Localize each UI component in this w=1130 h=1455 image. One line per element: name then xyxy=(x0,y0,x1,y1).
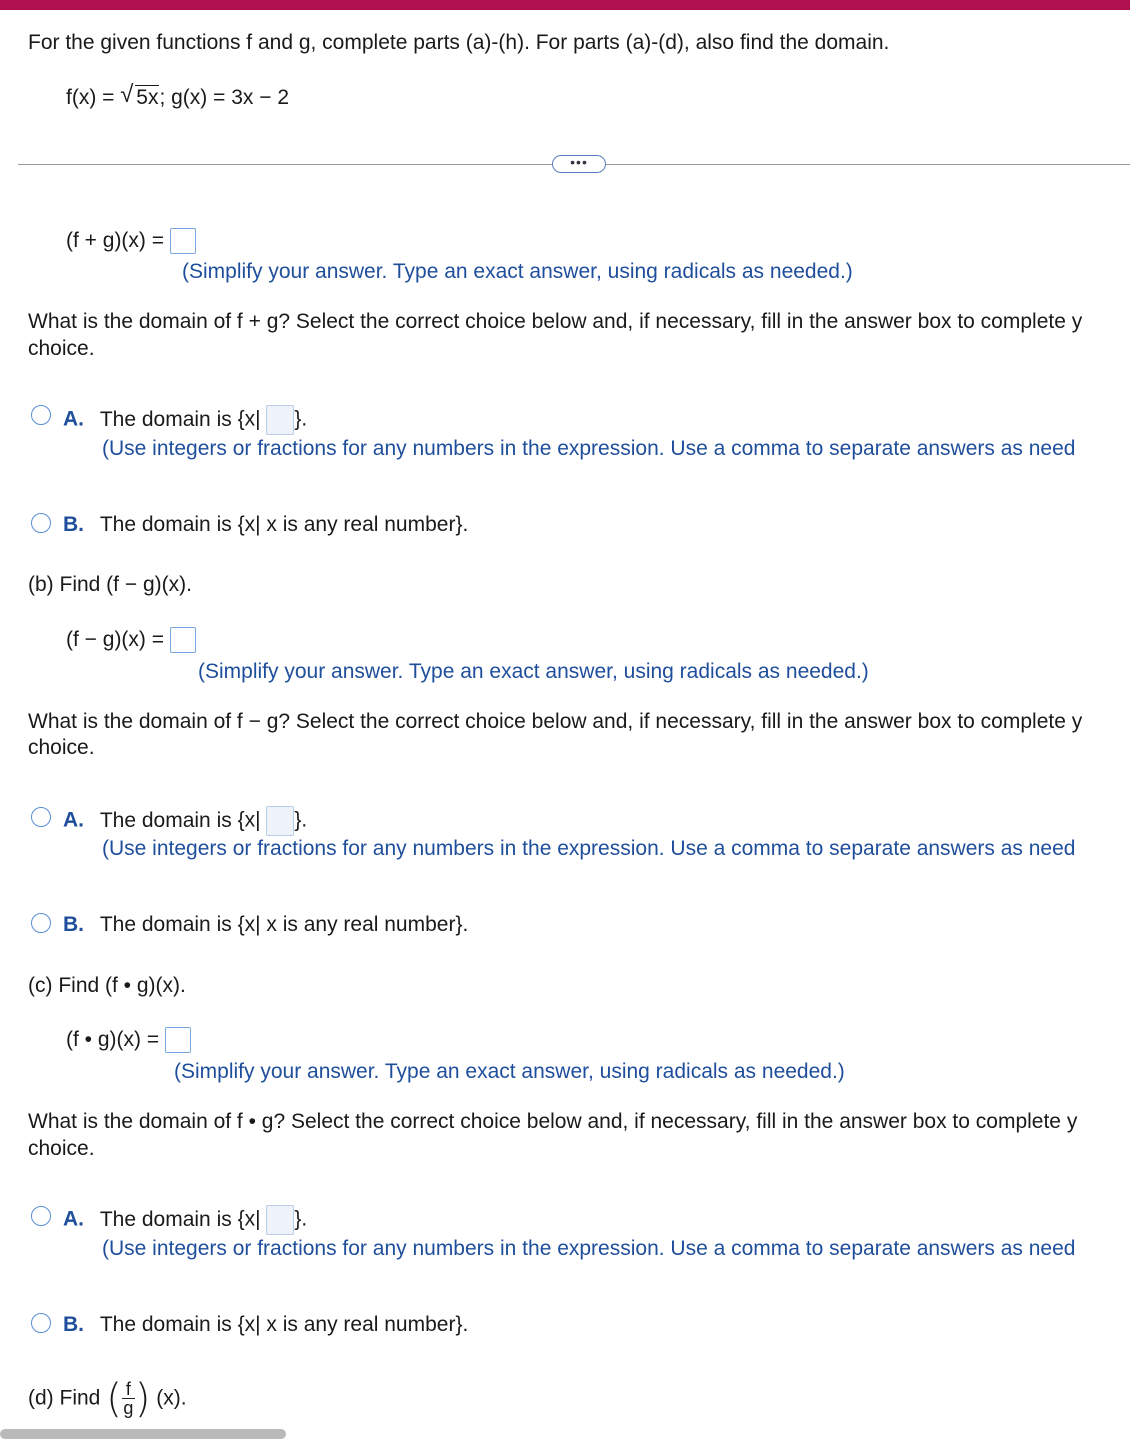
part-b-domain-input[interactable] xyxy=(266,806,294,836)
choice-letter: B. xyxy=(63,913,84,936)
top-accent-bar xyxy=(0,0,1130,10)
part-a-domain-question: What is the domain of f + g? Select the correct choice below and, if necessary, fill in the answer box to complete y xyxy=(28,310,1083,333)
choice-text: The domain is {x| x is any real number}. xyxy=(99,513,469,536)
part-c-hint: (Simplify your answer. Type an exact answer, using radicals as needed.) xyxy=(174,1060,845,1083)
part-a-choice-b[interactable] xyxy=(63,512,468,538)
expand-more-button[interactable]: ••• xyxy=(552,155,606,173)
part-a-expr-label: (f + g)(x) = xyxy=(66,229,165,252)
part-a-choice-a-hint: (Use integers or fractions for any numbers in the expression. Use a comma to separate answers as need xyxy=(102,437,1076,460)
set-close: }. xyxy=(294,407,308,431)
part-c-title: (c) Find (f • g)(x). xyxy=(28,974,186,997)
horizontal-scrollbar[interactable] xyxy=(0,1429,286,1439)
part-a-choice-a-radio[interactable] xyxy=(31,405,51,425)
part-b-answer-input[interactable] xyxy=(170,627,196,653)
part-b-title: (b) Find (f − g)(x). xyxy=(28,573,192,596)
set-open: {x| xyxy=(237,1207,261,1231)
part-b-expression xyxy=(66,627,196,653)
part-d-title xyxy=(28,1376,187,1423)
part-b-domain-question-cont: choice. xyxy=(28,736,95,759)
set-open: {x| xyxy=(237,808,261,832)
part-b-choice-a[interactable] xyxy=(63,806,307,836)
part-a-domain-question-cont: choice. xyxy=(28,337,95,360)
fraction-denominator: g xyxy=(123,1398,134,1418)
right-paren: ) xyxy=(134,1376,151,1423)
part-a-expression xyxy=(66,228,196,254)
part-c-answer-input[interactable] xyxy=(165,1027,191,1053)
radicand: 5x xyxy=(136,86,159,109)
part-c-domain-question-cont: choice. xyxy=(28,1137,95,1160)
set-close: }. xyxy=(294,1207,308,1231)
part-c-choice-a[interactable] xyxy=(63,1205,307,1235)
part-c-choice-a-hint: (Use integers or fractions for any numbers in the expression. Use a comma to separate answers as need xyxy=(102,1237,1076,1260)
part-c-domain-question: What is the domain of f • g? Select the correct choice below and, if necessary, fill in the answer box to complete y xyxy=(28,1110,1078,1133)
choice-letter: A. xyxy=(63,808,84,832)
left-paren: ( xyxy=(106,1376,122,1423)
choice-text: The domain is xyxy=(99,808,238,832)
part-c-choice-b[interactable] xyxy=(63,1312,468,1338)
choice-text: The domain is {x| x is any real number}. xyxy=(99,913,469,936)
part-b-choice-a-radio[interactable] xyxy=(31,807,51,827)
part-b-hint: (Simplify your answer. Type an exact answer, using radicals as needed.) xyxy=(198,660,869,683)
part-a-hint: (Simplify your answer. Type an exact answer, using radicals as needed.) xyxy=(182,260,853,283)
part-c-expression xyxy=(66,1027,191,1053)
part-b-choice-a-hint: (Use integers or fractions for any numbers in the expression. Use a comma to separate answers as need xyxy=(102,837,1076,860)
sqrt-expression xyxy=(120,81,159,111)
fraction-numerator: f xyxy=(122,1380,135,1399)
part-b-choice-b-radio[interactable] xyxy=(31,913,51,933)
choice-letter: B. xyxy=(63,1313,84,1336)
fraction-f-over-g xyxy=(122,1380,135,1417)
part-c-expr-label: (f • g)(x) = xyxy=(66,1028,160,1051)
choice-text: The domain is xyxy=(99,1207,238,1231)
part-c-choice-a-radio[interactable] xyxy=(31,1206,51,1226)
g-definition: ; g(x) = 3x − 2 xyxy=(159,86,290,109)
part-c-choice-b-radio[interactable] xyxy=(31,1313,51,1333)
set-close: }. xyxy=(294,808,308,832)
choice-letter: B. xyxy=(63,513,84,536)
part-b-expr-label: (f − g)(x) = xyxy=(66,628,165,651)
f-definition: f(x) = xyxy=(66,86,121,109)
set-open: {x| xyxy=(237,407,261,431)
part-b-domain-question: What is the domain of f − g? Select the correct choice below and, if necessary, fill in the answer box to complete y xyxy=(28,710,1083,733)
part-a-choice-b-radio[interactable] xyxy=(31,513,51,533)
part-a-answer-input[interactable] xyxy=(170,228,196,254)
part-d-title-prefix: (d) Find xyxy=(28,1386,101,1410)
choice-text: The domain is {x| x is any real number}. xyxy=(99,1313,469,1336)
function-definitions xyxy=(66,81,290,111)
choice-letter: A. xyxy=(63,1207,84,1231)
choice-letter: A. xyxy=(63,407,84,431)
part-a-domain-input[interactable] xyxy=(266,405,294,435)
choice-text: The domain is xyxy=(99,407,238,431)
part-b-choice-b[interactable] xyxy=(63,912,468,938)
part-d-title-suffix: (x). xyxy=(156,1386,187,1410)
question-prompt: For the given functions f and g, complete parts (a)-(h). For parts (a)-(d), also find the domain. xyxy=(28,31,890,54)
part-c-domain-input[interactable] xyxy=(266,1205,294,1235)
radical-sign-icon: √ xyxy=(120,81,134,108)
part-a-choice-a[interactable] xyxy=(63,405,307,435)
